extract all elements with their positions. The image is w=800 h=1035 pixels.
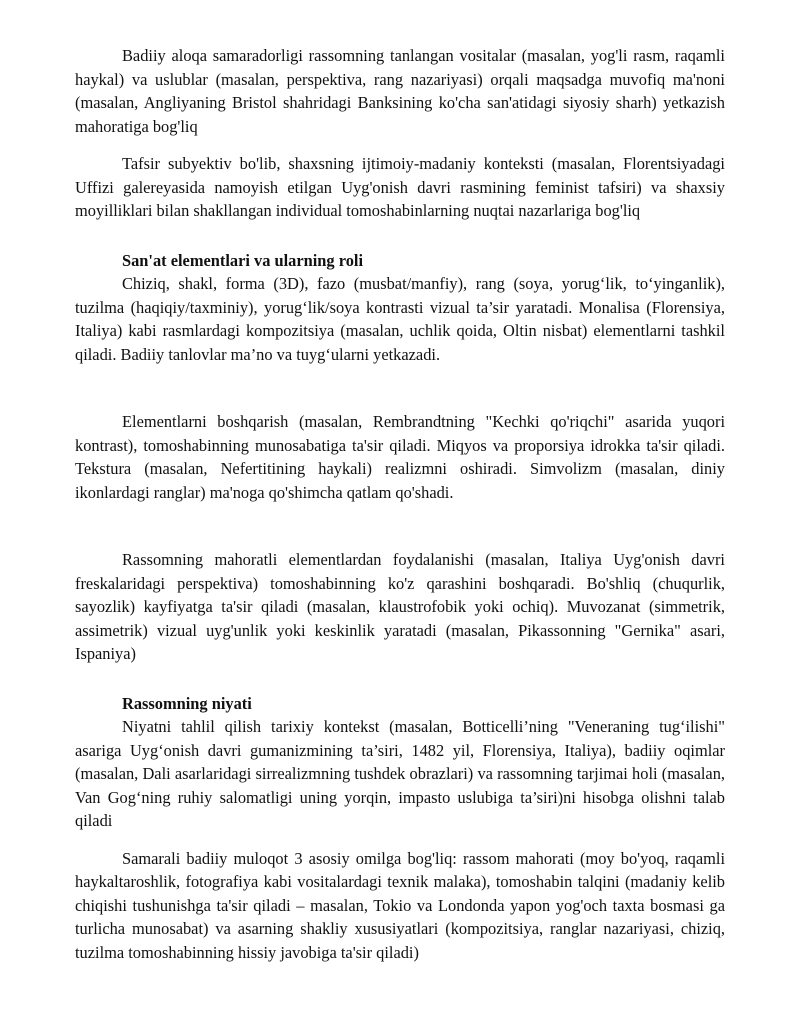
spacer [75,366,725,410]
spacer [75,833,725,847]
heading-artist-intent: Rassomning niyati [122,693,252,713]
paragraph-intent-analysis: Niyatni tahlil qilish tarixiy kontekst (masalan, Botticelli’ning "Veneraning tug‘ilishi" asariga Uyg‘onish davri gumanizmining ta’siri, 1482 yil, Florensiya, Italiya), badiiy oqimlar (masalan, Dali asarlaridagi sirrealizmning tushdek obrazlari) va rassomning tarjimai holi (masalan, Van Gog‘ning ruhiy salomatligi uning yorqin, impasto uslubiga ta’siri)ni hisobga olishni talab qiladi [75,717,725,830]
spacer [75,138,725,152]
spacer [75,666,725,692]
paragraph-element-control: Elementlarni boshqarish (masalan, Rembrandtning "Kechki qo'riqchi" asarida yuqori kontrast), tomoshabinning munosabatiga ta'sir qiladi. Miqyos va proporsiya idrokka ta'sir qiladi. Tekstura (masalan, Nefertitining haykali) realizmni oshiradi. Simvolizm (masalan, diniy ikonlardagi ranglar) ma'noga qo'shimcha qatlam qo'shadi. [75,412,725,502]
paragraph-interpretation: Tafsir subyektiv bo'lib, shaxsning ijtimoiy-madaniy konteksti (masalan, Florentsiyadagi Uffizi galereyasida namoyish etilgan Uyg'onish davri rasmining feminist tafsiri) va shaxsiy moyilliklari bilan shakllangan individual tomoshabinlarning nuqtai nazarlariga bog'liq [75,154,725,220]
spacer [75,223,725,249]
paragraph-effective-communication: Samarali badiiy muloqot 3 asosiy omilga bog'liq: rassom mahorati (moy bo'yoq, raqamli haykaltaroshlik, fotografiya kabi vositalardagi texnik malaka), tomoshabin talqini (madaniy kelib chiqishi tushunishga ta'sir qiladi – masalan, Tokio va Londonda yapon yog'och taxta bosmasi ga turlicha munosabat) va asarning shakliy xususiyatlari (kompozitsiya, ranglar nazariyasi, chiziq, tuzilma tomoshabinning hissiy javobiga ta'sir qiladi) [75,848,725,962]
spacer [75,504,725,548]
paragraph-elements-list: Chiziq, shakl, forma (3D), fazo (musbat/manfiy), rang (soya, yorug‘lik, to‘yinganlik), tuzilma (haqiqiy/taxminiy), yorug‘lik/soya kontrasti vizual ta’sir yaratadi. Monalisa (Florensiya, Italiya) kabi rasmlardagi kompozitsiya (masalan, uchlik qoida, Oltin nisbat) elementlarni tashkil qiladi. Badiiy tanlovlar ma’no va tuyg‘ularni yetkazadi. [75,274,725,364]
paragraph-artistic-communication: Badiiy aloqa samaradorligi rassomning tanlangan vositalar (masalan, yog'li rasm, raqamli haykal) va uslublar (masalan, perspektiva, rang nazariyasi) orqali maqsadga muvofiq ma'noni (masalan, Angliyaning Bristol shahridagi Banksining ko'cha san'atidagi siyosiy sharh) yetkazish mahoratiga bog'liq [75,46,725,136]
heading-art-elements: San'at elementlari va ularning roli [122,250,364,270]
paragraph-artist-skill: Rassomning mahoratli elementlardan foydalanishi (masalan, Italiya Uyg'onish davri freskalaridagi perspektiva) tomoshabinning ko'z qarashini boshqaradi. Bo'shliq (chuqurlik, sayozlik) kayfiyatga ta'sir qiladi (masalan, klaustrofobik yoki ochiq). Muvozanat (simmetrik, assimetrik) vizual uyg'unlik yoki keskinlik yaratadi (masalan, Pikassonning "Gernika" asari, Ispaniya) [75,550,725,663]
